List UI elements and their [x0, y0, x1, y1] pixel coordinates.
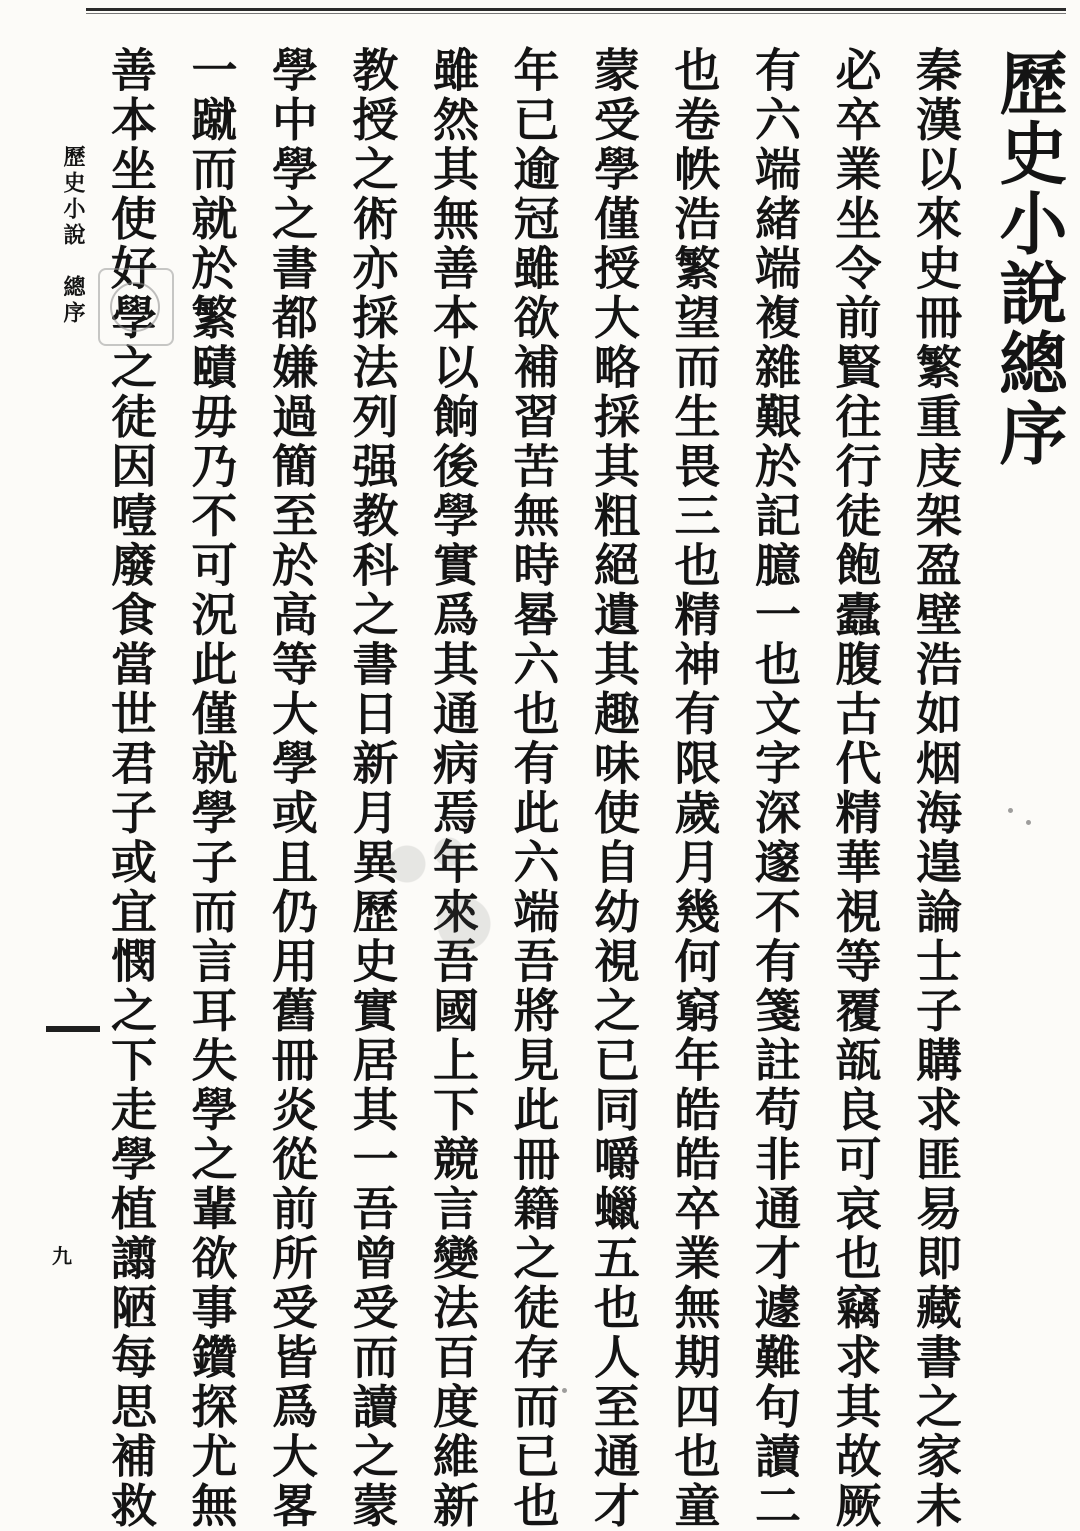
margin-dot — [562, 1388, 567, 1393]
watermark-stamp — [350, 780, 540, 1020]
margin-dot — [1026, 820, 1031, 825]
library-seal — [98, 268, 174, 346]
main-body-text: 秦漢以來史冊繁重庋架盈壁浩如烟海遑論士子購求匪易即藏書之家未 必卒業坐令前賢往行徒飽蠹腹古代精華視等覆瓿良可哀也竊求其故厥 有六端緒端複雜艱於記臆一也文字深邃不有箋註苟非通才遽難句讀二 也卷帙浩繁望而生畏三也精神有限歲月幾何窮年皓皓卒業無期四也童 蒙受學僅授大略採其粗絕遺其趣味使自幼視之已同嚼蠟五也人至通才 年已逾冠雖欲補習苦無時晷六也有此六端吾將見此冊籍之徒存而已也 雖然其無善本以餉後學實爲其通病焉年來吾國上下競言變法百度維新 教授之術亦採法列强教科之書日新月異歷史實居其一吾曾受而讀之蒙 學中學之書都嫌過簡至於高等大學或且仍用舊冊炎從前所受皆爲大畧 一蹴而就於繁賾毋乃不可況此僅就學子而言耳失學之輩欲事鑽探尤無 善本坐使好學之徒因噎廢食當世君子或宜憫之下走學植譾陋每思補救 — [104, 46, 963, 1531]
top-rule — [86, 8, 1066, 11]
page-title: 歷史小說總序 — [988, 48, 1068, 468]
running-head: 歷史小說 總序 — [60, 145, 86, 327]
page-number-small: 九 — [52, 1244, 72, 1268]
margin-dot — [1008, 808, 1013, 813]
page-number-stroke — [46, 1026, 100, 1032]
